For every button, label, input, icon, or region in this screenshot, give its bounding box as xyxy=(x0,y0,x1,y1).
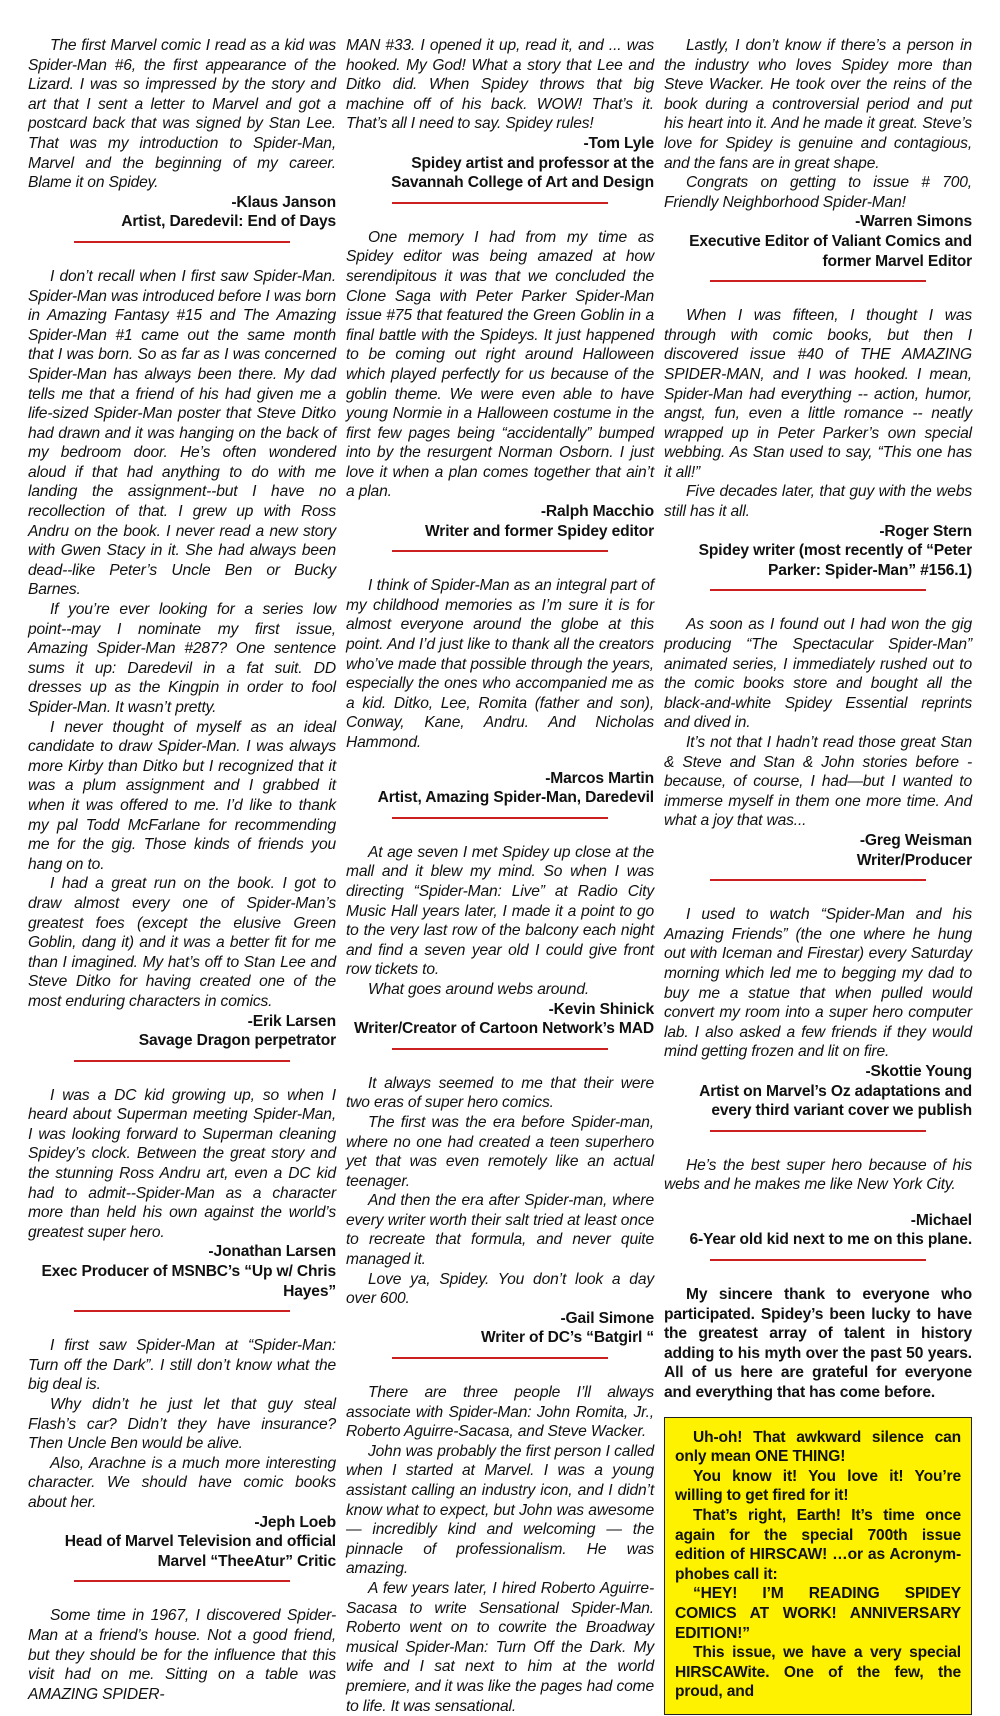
testimonial xyxy=(664,615,972,881)
author-name: -Tom Lyle xyxy=(583,134,654,152)
divider-rule xyxy=(392,1048,608,1050)
author-title: Head of Marvel Television and official Marvel “TheeAtur” Critic xyxy=(64,1533,336,1570)
author-title: Spidey writer (most recently of “Peter Parker: Spider-Man” #156.1) xyxy=(698,542,972,579)
testimonial-paragraph: Five decades later, that guy with the webs still has it all. xyxy=(664,483,972,521)
testimonial-paragraph: Congrats on getting to issue # 700, Friendly Neighborhood Spider-Man! xyxy=(664,174,972,211)
testimonial xyxy=(28,1086,336,1313)
author-name: -Erik Larsen xyxy=(247,1012,336,1030)
author-name: -Skottie Young xyxy=(865,1062,972,1080)
author-title: Executive Editor of Valiant Comics and former Marvel Editor xyxy=(689,232,972,270)
testimonial-paragraph: I had a great run on the book. I got to draw almost every one of Spider-Man’s greatest foes (except the elusive Green Goblin, dang it) and it was a better fit for me than I imagined. My hat’s off to Stan Lee and Steve Ditko for having created one of the most enduring characters in comics. xyxy=(28,875,336,1010)
divider-rule xyxy=(392,202,608,204)
testimonial-paragraph: MAN #33. I opened it up, read it, and ... was hooked. My God! What a story that Lee and Ditko did. When Spidey throws that big machine off of his back. WOW! That’s it. That’s all I need to say. Spidey rules! xyxy=(346,37,654,133)
testimonial-paragraph: Also, Arachne is a much more interesting character. We should have comic books about her. xyxy=(28,1454,336,1511)
divider-rule xyxy=(392,1357,608,1359)
callout-paragraph: “HEY! I’M READING SPIDEY COMICS AT WORK! ANNIVERSARY EDITION!” xyxy=(675,1585,961,1642)
testimonial-paragraph: I used to watch “Spider-Man and his Amazing Friends” (the one where he hung out with Iceman and Firestar) every Saturday morning which led me to begging my dad to buy me a statue that when pulled would convert my room into a super hero computer lab. I also asked a few friends if they would mind getting frozen and lit on fire. xyxy=(664,906,972,1061)
author-name: -Kevin Shinick xyxy=(548,1000,654,1018)
author-name: -Marcos Martin xyxy=(545,769,654,787)
testimonial-paragraph: It’s not that I hadn’t read those great Stan & Steve and Stan & John stories before - because, of course, I had—but I wanted to immerse myself in them one more time. And what a joy that was... xyxy=(664,734,972,830)
testimonial-paragraph: Lastly, I don’t know if there’s a person in the industry who loves Spidey more than Steve Wacker. He took over the reins of the book during a controversial period and put his heart into it. And he made it great. Steve’s love for Spidey is genuine and contagious, and the fans are in great shape. xyxy=(664,37,972,172)
author-name: -Jeph Loeb xyxy=(254,1513,336,1531)
author-title: Artist, Daredevil: End of Days xyxy=(121,213,336,231)
testimonial-paragraph: At age seven I met Spidey up close at the mall and it blew my mind. So when I was directing “Spider-Man: Live” at Radio City Music Hall years later, I made it a point to go to the very last row of the balcony each night and find a seven year old I could give front row tickets to. xyxy=(346,843,654,979)
testimonial-paragraph: I never thought of myself as an ideal candidate to draw Spider-Man. I was always more Kirby than Ditko but I recognized that it was a plum assignment and I grabbed it when it was offered to me. I’d like to thank my pal Todd McFarlane for recommending me for the gig. Those kinds of friends you hang on to. xyxy=(28,718,336,873)
testimonial xyxy=(28,1336,336,1582)
author-name: -Greg Weisman xyxy=(859,831,972,849)
divider-rule xyxy=(392,817,608,819)
testimonial-paragraph: I first saw Spider-Man at “Spider-Man: Turn off the Dark”. I still don’t know what the big deal is. xyxy=(28,1337,336,1394)
testimonial-paragraph: When I was fifteen, I thought I was through with comic books, but then I discovered issue #40 of THE AMAZING SPIDER-MAN, and I was hooked. I mean, Spider-Man had everything -- action, humor, angst, fun, even a little romance -- neatly wrapped up in Peter Parker’s own special webbing. As Stan used to say, “This one has it all!” xyxy=(664,307,972,481)
author-title: Artist, Amazing Spider-Man, Daredevil xyxy=(377,789,654,807)
author-name: -Ralph Macchio xyxy=(540,503,654,521)
testimonial-paragraph: And then the era after Spider-man, where every writer worth their salt tried at least once to recreate that formula, and never quite managed it. xyxy=(346,1192,654,1269)
divider-rule xyxy=(710,1259,926,1261)
testimonial-paragraph: Love ya, Spidey. You don’t look a day over 600. xyxy=(346,1270,654,1308)
testimonial xyxy=(664,1156,972,1261)
callout-paragraph: That’s right, Earth! It’s time once again for the special 700th issue edition of HIRSCAW! …or as Acronym-phobes call it: xyxy=(675,1507,961,1583)
author-title: Spidey artist and professor at the Savannah College of Art and Design xyxy=(391,154,654,192)
author-title: 6-Year old kid next to me on this plane. xyxy=(689,1231,972,1249)
callout-paragraph: This issue, we have a very special HIRSCAWite. One of the few, the proud, and xyxy=(675,1644,961,1701)
testimonial xyxy=(346,1383,654,1716)
testimonial xyxy=(346,228,654,553)
testimonial-paragraph: What goes around webs around. xyxy=(368,980,590,998)
divider-rule xyxy=(392,550,608,552)
testimonial xyxy=(664,905,972,1132)
testimonial xyxy=(346,1074,654,1359)
author-title: Writer/Producer xyxy=(856,851,972,869)
testimonial-paragraph: As soon as I found out I had won the gig producing “The Spectacular Spider-Man” animated series, I immediately rushed out to the comic books store and bought all the black-and-white Spidey Essential reprints and dived in. xyxy=(664,616,972,732)
testimonial-paragraph: Why didn’t he just let that guy steal Flash’s car? Didn’t they have insurance? Then Uncle Ben would be alive. xyxy=(28,1396,336,1453)
callout-paragraph: Uh-oh! That awkward silence can only mean ONE THING! xyxy=(675,1428,961,1466)
testimonial xyxy=(346,576,654,819)
closing-note: My sincere thank to everyone who participated. Spidey’s been lucky to have the greatest array of talent in history adding to his myth over the past 50 years. All of us here are grateful for everyone and everything that has come before. xyxy=(664,1286,972,1402)
author-title: Writer of DC’s “Batgirl “ xyxy=(481,1329,654,1347)
testimonial-paragraph: Some time in 1967, I discovered Spider-Man at a friend’s house. Not a good friend, but they should be for the influence that this visit had on me. Sitting on a table was AMAZING SPIDER- xyxy=(28,1607,336,1703)
author-name: -Jonathan Larsen xyxy=(208,1243,336,1261)
column-3 xyxy=(664,36,972,1701)
divider-rule xyxy=(710,1130,926,1132)
testimonial xyxy=(28,1606,336,1704)
testimonial-paragraph: If you’re ever looking for a series low point--may I nominate my first issue, Amazing Spider-Man #287? One sentence sums it up: Daredevil in a fat suit. DD dresses up as the Kingpin in order to fool Spider-Man. It wasn’t pretty. xyxy=(28,601,336,716)
callout-paragraph: You know it! You love it! You’re willing to get fired for it! xyxy=(675,1467,961,1505)
divider-rule xyxy=(74,1310,290,1312)
testimonial-paragraph: The first Marvel comic I read as a kid was Spider-Man #6, the first appearance of the Lizard. I was so impressed by the story and art that I sent a letter to Marvel and got a postcard back that was signed by Stan Lee. That was my introduction to Spider-Man, Marvel and the beginning of my career. Blame it on Spidey. xyxy=(28,37,336,192)
testimonial-paragraph: He’s the best super hero because of his webs and he makes me like New York City. xyxy=(664,1156,972,1194)
author-title: Writer/Creator of Cartoon Network’s MAD xyxy=(354,1020,654,1038)
author-name: -Klaus Janson xyxy=(231,193,336,211)
testimonial-paragraph: The first was the era before Spider-man, where no one had created a teen superhero yet that was even remotely like an actual teenager. xyxy=(346,1113,654,1190)
testimonial-paragraph: I was a DC kid growing up, so when I heard about Superman meeting Spider-Man, I was looking forward to Superman cleaning Spidey’s clock. Between the great story and the stunning Ross Andru art, even a DC kid had to admit--Spider-Man as a character more than held his own against the world’s greatest super hero. xyxy=(28,1086,336,1241)
testimonial xyxy=(664,36,972,282)
author-title: Writer and former Spidey editor xyxy=(424,522,654,540)
testimonial-paragraph: I don’t recall when I first saw Spider-Man. Spider-Man was introduced before I was born in Amazing Fantasy #15 and The Amazing Spider-Man #1 came out the same month that I was born. So as far as I was concerned Spider-Man has always been there. My dad tells me that a friend of his had given me a life-sized Spider-Man poster that Steve Ditko had drawn and it was hanging on the back of my bedroom door. He’s often wondered aloud if that had anything to do with me landing the assignment--but I have no recollection of that. I grew up with Ross Andru on the book. I never read a new story with Gwen Stacy in it. She had always been dead--like Peter’s Uncle Ben or Bucky Barnes. xyxy=(28,267,336,599)
divider-rule xyxy=(74,241,290,243)
testimonial xyxy=(346,36,654,204)
testimonial-paragraph: It always seemed to me that their were two eras of super hero comics. xyxy=(346,1074,654,1112)
testimonial xyxy=(28,267,336,1062)
testimonial xyxy=(346,843,654,1050)
column-2 xyxy=(346,36,654,1715)
divider-rule xyxy=(710,589,926,591)
author-name: -Roger Stern xyxy=(879,522,972,540)
testimonial xyxy=(664,306,972,591)
divider-rule xyxy=(710,879,926,881)
column-1 xyxy=(28,36,336,1703)
author-title: Savage Dragon perpetrator xyxy=(138,1032,336,1050)
testimonial-paragraph: John was probably the first person I called when I started at Marvel. I was a young assistant calling an industry icon, and I didn’t know what to expect, but John was awesome — incredibly kind and welcoming — the pinnacle of professionalism. He was amazing. xyxy=(346,1442,654,1578)
testimonial-paragraph: A few years later, I hired Roberto Aguirre-Sacasa to write Sensational Spider-Man. Roberto went on to cowrite the Broadway musical Spider-Man: Turn Off the Dark. My wife and I sat next to him at the world premiere, and it was like the pages had come to life. It was sensational. xyxy=(346,1579,654,1715)
hirscaw-callout-box xyxy=(664,1417,972,1715)
author-name: -Gail Simone xyxy=(560,1309,654,1327)
author-title: Exec Producer of MSNBC’s “Up w/ Chris Hayes” xyxy=(41,1263,336,1300)
testimonial-paragraph: I think of Spider-Man as an integral part of my childhood memories as I’m sure it is for almost everyone around the globe at this point. And I’d just like to thank all the creators who’ve made that possible through the years, especially the ones who accompanied me as a kid. Ditko, Lee, Romita (father and son), Conway, Kane, Andru. And Nicholas Hammond. xyxy=(346,577,654,751)
testimonial xyxy=(28,36,336,243)
divider-rule xyxy=(74,1580,290,1582)
divider-rule xyxy=(74,1060,290,1062)
author-name: -Michael xyxy=(910,1211,972,1229)
testimonial-paragraph: One memory I had from my time as Spidey editor was being amazed at how serendipitous it was that we concluded the Clone Saga with Peter Parker Spider-Man issue #75 that featured the Green Goblin in a final battle with the Spideys. It just happened to be coming out right around Halloween which played perfectly for us because of the goblin theme. We were even able to have young Normie in a Halloween costume in the first few pages being “accidentally” bumped into by the resurgent Norman Osborn. I just love it when a plan comes together that ain’t a plan. xyxy=(346,228,654,501)
divider-rule xyxy=(710,280,926,282)
author-title: Artist on Marvel’s Oz adaptations and every third variant cover we publish xyxy=(699,1082,972,1120)
testimonial-paragraph: There are three people I’ll always associate with Spider-Man: John Romita, Jr., Roberto Aguirre-Sacasa, and Steve Wacker. xyxy=(346,1384,654,1441)
author-name: -Warren Simons xyxy=(855,213,972,231)
